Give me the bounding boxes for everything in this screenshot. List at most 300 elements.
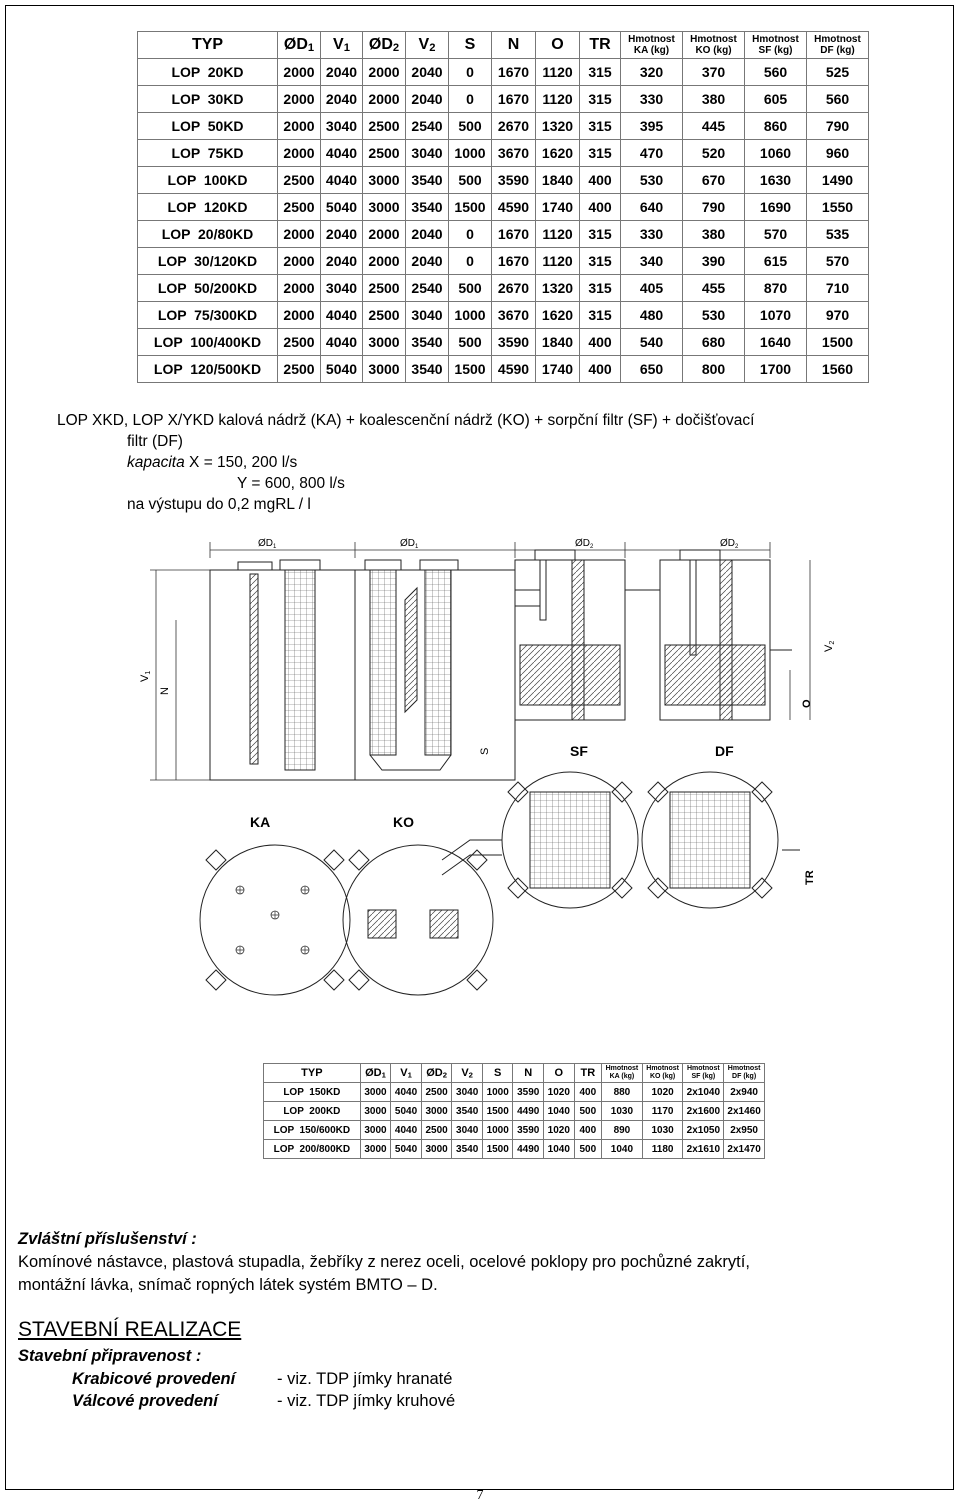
value-cell: 2000 [278, 113, 321, 140]
value-cell: 1500 [807, 329, 869, 356]
value-cell: 2000 [278, 302, 321, 329]
value-cell: 1120 [536, 248, 580, 275]
value-cell: 1040 [602, 1140, 643, 1159]
column-header [642, 1064, 683, 1083]
value-cell: 3590 [492, 329, 536, 356]
df-section [625, 550, 792, 720]
type-cell: LOP 200KD [264, 1102, 361, 1121]
value-cell: 2040 [406, 221, 449, 248]
dimensions-table [137, 31, 869, 383]
column-header [449, 32, 492, 59]
table-row [264, 1121, 765, 1140]
value-cell: 3000 [363, 167, 406, 194]
value-cell: 5040 [321, 194, 363, 221]
value-cell: 3000 [360, 1140, 391, 1159]
table-row [138, 302, 869, 329]
value-cell: 1690 [745, 194, 807, 221]
header-line: Hmotnost [687, 1065, 720, 1072]
value-cell: 520 [683, 140, 745, 167]
value-cell: 4590 [492, 356, 536, 383]
prep-item-value: - viz. TDP jímky hranaté [277, 1370, 453, 1388]
value-cell: 1670 [492, 59, 536, 86]
value-cell: 315 [580, 302, 621, 329]
value-cell: 4040 [321, 140, 363, 167]
column-header [391, 1064, 422, 1083]
column-header [482, 1064, 513, 1083]
table-row [138, 113, 869, 140]
value-cell: 340 [621, 248, 683, 275]
value-cell: 2540 [406, 275, 449, 302]
value-cell: 2500 [421, 1083, 452, 1102]
value-cell: 380 [683, 221, 745, 248]
capacity-y: Y = 600, 800 l/s [237, 475, 345, 492]
description-line-1: LOP XKD, LOP X/YKD kalová nádrž (KA) + koalescenční nádrž (KO) + sorpční filtr (SF) + dočišťovací [57, 412, 755, 429]
value-cell: 2x950 [724, 1121, 765, 1140]
value-cell: 2x1050 [683, 1121, 724, 1140]
value-cell: 2040 [406, 248, 449, 275]
value-cell: 4040 [321, 167, 363, 194]
value-cell: 405 [621, 275, 683, 302]
value-cell: 1040 [544, 1140, 575, 1159]
prep-title: Stavební připravenost : [18, 1347, 202, 1365]
value-cell: 455 [683, 275, 745, 302]
value-cell: 315 [580, 113, 621, 140]
value-cell: 470 [621, 140, 683, 167]
value-cell: 1490 [807, 167, 869, 194]
plan-df [642, 772, 778, 908]
value-cell: 2x1470 [724, 1140, 765, 1159]
type-cell: LOP 100/400KD [138, 329, 278, 356]
header-line: KO (kg) [695, 45, 732, 56]
header-subscript: 2 [442, 1070, 447, 1080]
header-subscript: 1 [307, 42, 315, 55]
value-cell: 880 [602, 1083, 643, 1102]
column-header [138, 32, 278, 59]
value-cell: 2500 [278, 329, 321, 356]
header-line: Hmotnost [690, 34, 737, 45]
header-line: Hmotnost [752, 34, 799, 45]
header-text: V [418, 35, 430, 53]
type-cell: LOP 30KD [138, 86, 278, 113]
value-cell: 400 [580, 194, 621, 221]
table-row [138, 329, 869, 356]
value-cell: 1840 [536, 329, 580, 356]
page-number: 7 [476, 1488, 484, 1503]
plan-ka [200, 845, 350, 995]
value-cell: 3540 [452, 1140, 483, 1159]
value-cell: 1120 [536, 221, 580, 248]
value-cell: 2500 [278, 194, 321, 221]
column-header [621, 32, 683, 59]
value-cell: 4490 [513, 1140, 544, 1159]
value-cell: 500 [449, 329, 492, 356]
table-row [264, 1102, 765, 1121]
value-cell: 1500 [449, 356, 492, 383]
accessories-line-2: montážní lávka, snímač ropných látek systém BMTO – D. [18, 1276, 438, 1294]
table-row [264, 1140, 765, 1159]
value-cell: 3590 [513, 1121, 544, 1140]
value-cell: 525 [807, 59, 869, 86]
value-cell: 400 [580, 356, 621, 383]
v2-label: V2 [823, 640, 836, 652]
value-cell: 315 [580, 275, 621, 302]
column-header [724, 1064, 765, 1083]
header-text: O [554, 1067, 564, 1079]
product-description [57, 410, 937, 515]
value-cell: 370 [683, 59, 745, 86]
value-cell: 500 [449, 113, 492, 140]
value-cell: 500 [574, 1140, 601, 1159]
value-cell: 0 [449, 221, 492, 248]
column-header [492, 32, 536, 59]
value-cell: 2500 [421, 1121, 452, 1140]
value-cell: 790 [683, 194, 745, 221]
accessories-line-1: Komínové nástavce, plastová stupadla, žebříky z nerez oceli, ocelové poklopy pro pochůzné zakrytí, [18, 1253, 750, 1271]
header-line: DF (kg) [732, 1073, 757, 1080]
table-row [138, 167, 869, 194]
value-cell: 320 [621, 59, 683, 86]
capacity-x: X = 150, 200 l/s [189, 454, 298, 471]
header-line: Hmotnost [628, 34, 675, 45]
header-text: S [464, 36, 476, 53]
value-cell: 1000 [449, 140, 492, 167]
value-cell: 1670 [492, 221, 536, 248]
value-cell: 2500 [363, 113, 406, 140]
value-cell: 315 [580, 86, 621, 113]
ko-plan-label: KO [393, 814, 414, 830]
type-cell: LOP 75KD [138, 140, 278, 167]
type-cell: LOP 50KD [138, 113, 278, 140]
sf-label: SF [570, 743, 588, 759]
capacity-label: kapacita [127, 454, 185, 471]
column-header [360, 1064, 391, 1083]
type-cell: LOP 150KD [264, 1083, 361, 1102]
value-cell: 5040 [391, 1102, 422, 1121]
value-cell: 2040 [321, 86, 363, 113]
value-cell: 1620 [536, 140, 580, 167]
header-text: N [507, 36, 520, 53]
dim-d2-label-1: $ØD_2$ [575, 538, 594, 550]
vertical-dimension [150, 570, 210, 780]
value-cell: 2x1610 [683, 1140, 724, 1159]
prep-item-label: Krabicové provedení [72, 1370, 236, 1388]
table-row [138, 59, 869, 86]
value-cell: 3000 [363, 329, 406, 356]
header-text: V [400, 1066, 408, 1079]
v1-label: V1 [139, 670, 152, 682]
table-row [138, 221, 869, 248]
table-row [138, 275, 869, 302]
header-text: ØD [365, 1066, 382, 1079]
value-cell: 1670 [492, 86, 536, 113]
value-cell: 2500 [363, 302, 406, 329]
value-cell: 570 [745, 221, 807, 248]
value-cell: 3040 [321, 275, 363, 302]
value-cell: 3000 [421, 1102, 452, 1121]
value-cell: 535 [807, 221, 869, 248]
value-cell: 2000 [278, 86, 321, 113]
table-row [138, 86, 869, 113]
value-cell: 4040 [321, 329, 363, 356]
type-cell: LOP 120/500KD [138, 356, 278, 383]
value-cell: 1120 [536, 86, 580, 113]
value-cell: 1060 [745, 140, 807, 167]
header-text: V [333, 35, 344, 53]
tr-label: TR [804, 870, 816, 885]
value-cell: 3000 [363, 194, 406, 221]
value-cell: 1320 [536, 275, 580, 302]
prep-item-value: - viz. TDP jímky kruhové [277, 1392, 456, 1410]
column-header [363, 32, 406, 59]
header-subscript: 1 [407, 1070, 412, 1080]
header-line: Hmotnost [814, 34, 861, 45]
value-cell: 2040 [321, 59, 363, 86]
value-cell: 2000 [278, 275, 321, 302]
value-cell: 1030 [642, 1121, 683, 1140]
type-cell: LOP 50/200KD [138, 275, 278, 302]
value-cell: 790 [807, 113, 869, 140]
value-cell: 1500 [482, 1102, 513, 1121]
n-label: N [159, 687, 171, 695]
value-cell: 2040 [321, 248, 363, 275]
type-cell: LOP 150/600KD [264, 1121, 361, 1140]
table-row [138, 194, 869, 221]
header-text: TR [580, 1067, 596, 1079]
table-header-row [264, 1064, 765, 1083]
value-cell: 2000 [278, 140, 321, 167]
header-text: V [461, 1066, 469, 1079]
value-cell: 3670 [492, 140, 536, 167]
value-cell: 0 [449, 248, 492, 275]
value-cell: 3000 [360, 1083, 391, 1102]
value-cell: 710 [807, 275, 869, 302]
value-cell: 2670 [492, 275, 536, 302]
header-line: DF (kg) [820, 45, 855, 56]
column-header [264, 1064, 361, 1083]
value-cell: 1070 [745, 302, 807, 329]
table-header-row [138, 32, 869, 59]
value-cell: 3000 [363, 356, 406, 383]
type-cell: LOP 30/120KD [138, 248, 278, 275]
column-header [513, 1064, 544, 1083]
value-cell: 3540 [406, 167, 449, 194]
sf-section [515, 550, 625, 720]
value-cell: 1320 [536, 113, 580, 140]
table-row [138, 140, 869, 167]
value-cell: 480 [621, 302, 683, 329]
value-cell: 5040 [321, 356, 363, 383]
value-cell: 3540 [406, 194, 449, 221]
value-cell: 3670 [492, 302, 536, 329]
value-cell: 2040 [406, 86, 449, 113]
column-header [536, 32, 580, 59]
column-header [683, 32, 745, 59]
header-subscript: 1 [381, 1070, 386, 1080]
value-cell: 380 [683, 86, 745, 113]
value-cell: 1640 [745, 329, 807, 356]
value-cell: 2670 [492, 113, 536, 140]
header-text: TYP [191, 36, 224, 53]
value-cell: 0 [449, 86, 492, 113]
value-cell: 445 [683, 113, 745, 140]
value-cell: 330 [621, 86, 683, 113]
prep-item-label: Válcové provedení [72, 1392, 218, 1410]
value-cell: 400 [574, 1083, 601, 1102]
type-cell: LOP 100KD [138, 167, 278, 194]
value-cell: 3540 [452, 1102, 483, 1121]
table-body [264, 1083, 765, 1159]
value-cell: 560 [745, 59, 807, 86]
header-subscript: 2 [468, 1070, 473, 1080]
value-cell: 400 [580, 329, 621, 356]
ka-section [210, 560, 355, 780]
value-cell: 1020 [642, 1083, 683, 1102]
dim-d1-label-2: $ØD_1$ [400, 538, 419, 550]
value-cell: 2540 [406, 113, 449, 140]
value-cell: 860 [745, 113, 807, 140]
value-cell: 500 [574, 1102, 601, 1121]
df-label: DF [715, 743, 734, 759]
value-cell: 890 [602, 1121, 643, 1140]
value-cell: 390 [683, 248, 745, 275]
value-cell: 4590 [492, 194, 536, 221]
value-cell: 2000 [278, 221, 321, 248]
header-text: ØD [283, 35, 308, 53]
value-cell: 4490 [513, 1102, 544, 1121]
type-cell: LOP 75/300KD [138, 302, 278, 329]
o-label: O [801, 699, 813, 708]
dim-d2-label-2: $ØD_2$ [720, 538, 739, 550]
column-header [574, 1064, 601, 1083]
value-cell: 3590 [492, 167, 536, 194]
type-cell: LOP 200/800KD [264, 1140, 361, 1159]
construction-title: STAVEBNÍ REALIZACE [18, 1318, 242, 1341]
value-cell: 3040 [321, 113, 363, 140]
value-cell: 2000 [363, 248, 406, 275]
value-cell: 540 [621, 329, 683, 356]
column-header [278, 32, 321, 59]
value-cell: 2000 [363, 59, 406, 86]
value-cell: 1020 [544, 1083, 575, 1102]
value-cell: 680 [683, 329, 745, 356]
value-cell: 615 [745, 248, 807, 275]
value-cell: 1180 [642, 1140, 683, 1159]
value-cell: 3590 [513, 1083, 544, 1102]
column-header [683, 1064, 724, 1083]
value-cell: 2000 [363, 86, 406, 113]
value-cell: 395 [621, 113, 683, 140]
value-cell: 970 [807, 302, 869, 329]
description-line-2: filtr (DF) [127, 433, 183, 450]
table-body [138, 59, 869, 383]
value-cell: 330 [621, 221, 683, 248]
value-cell: 640 [621, 194, 683, 221]
value-cell: 1740 [536, 356, 580, 383]
value-cell: 1020 [544, 1121, 575, 1140]
header-text: ØD [368, 35, 393, 53]
value-cell: 3040 [406, 140, 449, 167]
value-cell: 3540 [406, 329, 449, 356]
value-cell: 2000 [278, 59, 321, 86]
value-cell: 2500 [278, 167, 321, 194]
value-cell: 4040 [321, 302, 363, 329]
value-cell: 4040 [391, 1121, 422, 1140]
value-cell: 1030 [602, 1102, 643, 1121]
value-cell: 1700 [745, 356, 807, 383]
value-cell: 1670 [492, 248, 536, 275]
value-cell: 1500 [449, 194, 492, 221]
header-text: S [494, 1067, 502, 1079]
value-cell: 400 [580, 167, 621, 194]
value-cell: 4040 [391, 1083, 422, 1102]
accessories-section [18, 1228, 938, 1297]
value-cell: 3000 [421, 1140, 452, 1159]
header-line: KA (kg) [633, 45, 670, 56]
column-header [544, 1064, 575, 1083]
header-subscript: 2 [392, 42, 400, 55]
value-cell: 5040 [391, 1140, 422, 1159]
header-line: KO (kg) [649, 1073, 676, 1080]
value-cell: 3040 [452, 1083, 483, 1102]
right-dimension [790, 560, 810, 720]
value-cell: 1630 [745, 167, 807, 194]
header-line: KA (kg) [609, 1073, 635, 1080]
value-cell: 2x1040 [683, 1083, 724, 1102]
column-header [406, 32, 449, 59]
value-cell: 2040 [406, 59, 449, 86]
value-cell: 1040 [544, 1102, 575, 1121]
accessories-title: Zvláštní příslušenství : [18, 1230, 197, 1248]
value-cell: 2x1460 [724, 1102, 765, 1121]
value-cell: 1000 [482, 1083, 513, 1102]
value-cell: 3040 [406, 302, 449, 329]
value-cell: 2x1600 [683, 1102, 724, 1121]
value-cell: 2000 [363, 221, 406, 248]
value-cell: 570 [807, 248, 869, 275]
value-cell: 2x940 [724, 1083, 765, 1102]
value-cell: 315 [580, 59, 621, 86]
value-cell: 315 [580, 140, 621, 167]
column-header [421, 1064, 452, 1083]
value-cell: 650 [621, 356, 683, 383]
header-line: SF (kg) [758, 45, 793, 56]
value-cell: 870 [745, 275, 807, 302]
value-cell: 2500 [363, 275, 406, 302]
value-cell: 2000 [278, 248, 321, 275]
header-text: ØD [426, 1066, 443, 1079]
plan-sf [502, 772, 638, 908]
value-cell: 500 [449, 275, 492, 302]
header-text: TR [589, 36, 611, 53]
value-cell: 3000 [360, 1102, 391, 1121]
value-cell: 500 [449, 167, 492, 194]
value-cell: 530 [621, 167, 683, 194]
header-line: SF (kg) [691, 1073, 716, 1080]
value-cell: 1000 [449, 302, 492, 329]
header-subscript: 2 [429, 42, 436, 55]
value-cell: 1500 [482, 1140, 513, 1159]
header-line: Hmotnost [646, 1065, 679, 1072]
header-subscript: 1 [343, 42, 350, 55]
ka-plan-label: KA [250, 814, 271, 830]
dim-d1-label-1: $ØD_1$ [258, 538, 277, 550]
value-cell: 960 [807, 140, 869, 167]
header-line: Hmotnost [605, 1065, 639, 1072]
value-cell: 2500 [363, 140, 406, 167]
value-cell: 605 [745, 86, 807, 113]
value-cell: 3000 [360, 1121, 391, 1140]
plan-ko [343, 840, 502, 995]
